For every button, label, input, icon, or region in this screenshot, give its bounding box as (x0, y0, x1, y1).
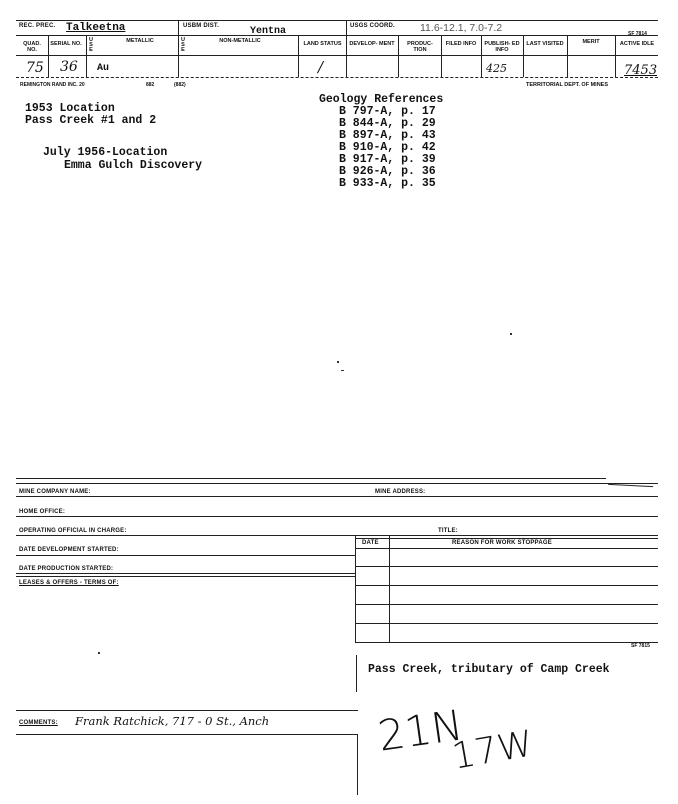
col-active-idle: ACTIVE IDLE (619, 41, 655, 47)
col-metallic: METALLIC (126, 38, 154, 44)
divider (615, 35, 616, 77)
divider (48, 35, 49, 77)
col-filed-info: FILED INFO (445, 41, 477, 47)
col-serial-no: SERIAL NO. (50, 41, 82, 47)
home-office-label: HOME OFFICE: (19, 509, 66, 515)
divider (357, 735, 358, 795)
geology-ref: B 910-A, p. 42 (339, 141, 436, 154)
printer-mark: REMINGTON RAND INC. 20 (20, 82, 85, 88)
divider (398, 35, 399, 77)
row-metallic: Au (97, 63, 110, 74)
geology-title: Geology References (319, 93, 444, 106)
rule (16, 555, 356, 556)
divider (389, 536, 390, 643)
title-label: TITLE: (438, 528, 458, 534)
rule (16, 535, 658, 536)
location-line-2: Pass Creek #1 and 2 (25, 114, 157, 127)
rule (355, 548, 658, 549)
geology-ref-list (339, 106, 436, 190)
rule (16, 483, 658, 484)
dept-label: TERRITORIAL DEPT. OF MINES (526, 82, 608, 88)
comments-label: COMMENTS: (19, 720, 58, 726)
rule (355, 604, 658, 605)
reason-col-label: REASON FOR WORK STOPPAGE (452, 540, 552, 546)
rule (16, 516, 658, 517)
usgs-coord-value: 11.6-12.1, 7.0-7.2 (420, 22, 503, 34)
row-land-status: / (318, 58, 324, 76)
date-col-label: DATE (362, 540, 379, 546)
col-use-metallic: U S E (89, 37, 93, 53)
rule (16, 496, 658, 497)
pen-stroke (608, 484, 653, 493)
rule (16, 576, 356, 577)
divider (298, 35, 299, 77)
handwritten-township: 21N (375, 700, 466, 761)
col-quad-no: QUAD. NO. (23, 41, 41, 53)
rule (355, 538, 658, 539)
location-note: Pass Creek, tributary of Camp Creek (368, 663, 610, 676)
divider (567, 35, 568, 77)
usbm-dist-value: Yentna (250, 26, 287, 37)
rule (16, 734, 358, 735)
rule (355, 642, 658, 643)
header-row-border (16, 35, 658, 36)
form-number-top: SF 7814 (628, 31, 647, 37)
row-serial-no: 36 (60, 59, 78, 75)
col-last-visited: LAST VISITED (526, 41, 564, 47)
rule (16, 573, 356, 574)
data-row-border (16, 55, 658, 56)
divider (86, 35, 87, 77)
col-use-nonmetallic: U S E (181, 37, 185, 53)
geology-ref: B 897-A, p. 43 (339, 129, 436, 142)
rule (16, 478, 606, 479)
printer-code-1: 882 (146, 82, 155, 88)
usgs-coord-label: USGS COORD. (350, 23, 395, 29)
rec-prec-value: Talkeetna (66, 22, 126, 34)
mine-address-label: MINE ADDRESS: (375, 489, 426, 495)
col-merit: MERIT (582, 39, 600, 45)
divider (178, 20, 179, 77)
geology-ref: B 933-A, p. 35 (339, 177, 436, 190)
geology-ref: B 917-A, p. 39 (339, 153, 436, 166)
divider (523, 35, 524, 77)
divider (356, 655, 357, 692)
rule (355, 585, 658, 586)
divider (355, 536, 356, 643)
operating-official-label: OPERATING OFFICIAL IN CHARGE: (19, 528, 127, 534)
comments-value: Frank Ratchick, 717 - 0 St., Anch (75, 714, 270, 728)
speck (341, 370, 344, 371)
speck (337, 361, 339, 363)
geology-ref: B 844-A, p. 29 (339, 117, 436, 130)
printer-code-2: (882) (174, 82, 186, 88)
handwritten-range: 17W (449, 723, 537, 778)
geology-ref: B 797-A, p. 17 (339, 105, 436, 118)
usbm-dist-label: USBM DIST. (183, 23, 220, 29)
speck (98, 652, 100, 654)
row-active-idle: 7453 (624, 63, 658, 78)
col-development: DEVELOP- MENT (349, 41, 395, 47)
data-row-bottom (16, 77, 658, 78)
divider (481, 35, 482, 77)
col-production: PRODUC- TION (407, 41, 433, 53)
col-non-metallic: NON-METALLIC (219, 38, 261, 44)
col-land-status: LAND STATUS (303, 41, 342, 47)
col-published-info: PUBLISH- ED INFO (484, 41, 520, 53)
rule (355, 566, 658, 567)
leases-offers-label: LEASES & OFFERS - TERMS OF: (19, 580, 119, 586)
row-published-info: 425 (486, 62, 507, 75)
location-line-3: July 1956-Location (43, 146, 168, 159)
divider (441, 35, 442, 77)
rule (16, 710, 358, 711)
mine-company-name-label: MINE COMPANY NAME: (19, 489, 91, 495)
form-number-bottom: SF 7815 (631, 643, 650, 649)
location-line-1: 1953 Location (25, 102, 115, 115)
geology-ref: B 926-A, p. 36 (339, 165, 436, 178)
row-quad-no: 75 (26, 60, 44, 76)
speck (510, 333, 512, 335)
rec-prec-label: REC. PREC. (19, 23, 56, 29)
location-line-4: Emma Gulch Discovery (64, 159, 203, 172)
rule (355, 623, 658, 624)
date-development-label: DATE DEVELOPMENT STARTED: (19, 547, 119, 553)
header-top-border (16, 20, 658, 21)
date-production-label: DATE PRODUCTION STARTED: (19, 566, 114, 572)
divider (346, 20, 347, 77)
